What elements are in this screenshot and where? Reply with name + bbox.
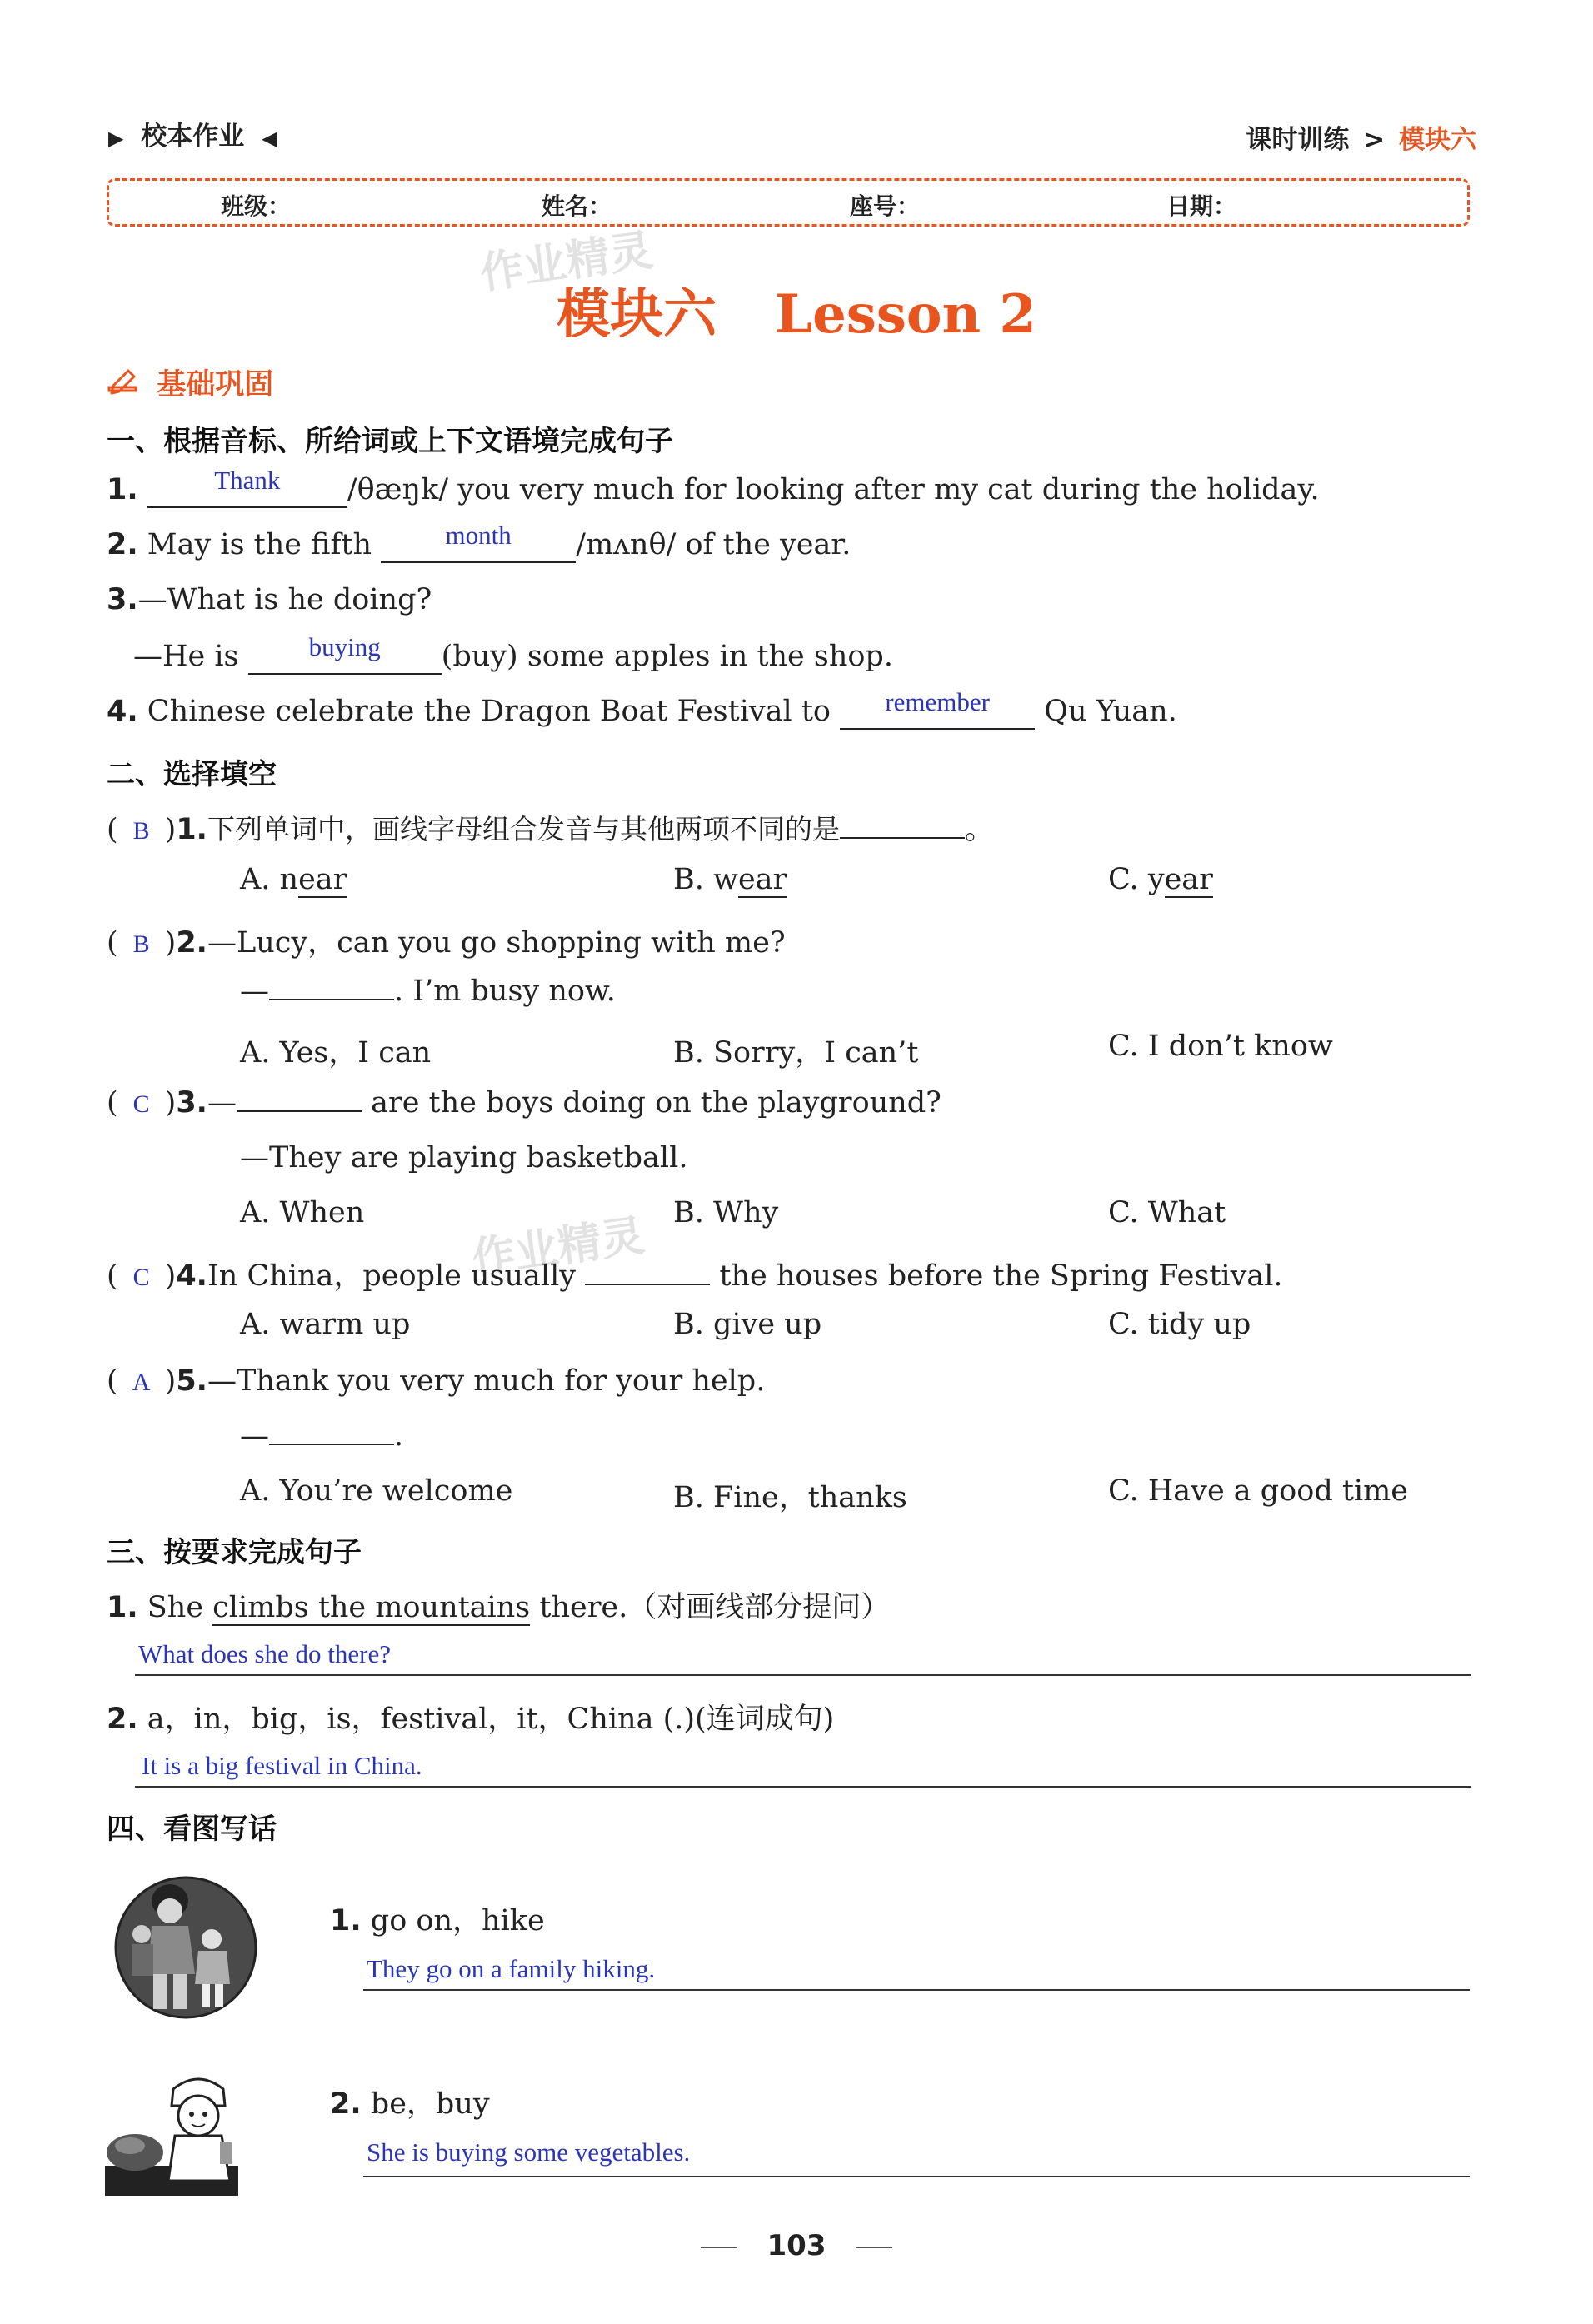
option-c: C. year	[1108, 863, 1213, 896]
answer-blank	[585, 1284, 710, 1285]
header-left-label: 校本作业	[141, 122, 245, 152]
part1-q3-line2	[133, 632, 893, 675]
question-number: 2.	[330, 2087, 362, 2121]
title-cn: 模块六	[557, 284, 717, 346]
underlined-phrase: climbs the mountains	[212, 1591, 531, 1624]
question-prompt: go on，hike	[370, 1904, 545, 1937]
footer-divider	[701, 2247, 737, 2248]
girl-shopping-picture	[105, 2072, 255, 2197]
title-en: Lesson 2	[775, 283, 1036, 346]
answer-text: Thank	[214, 466, 281, 495]
option-b: B. Sorry，I can’t	[673, 1036, 919, 1070]
question-text: —What is he doing?	[137, 583, 432, 616]
family-hiking-picture	[112, 1868, 260, 2019]
option-c: C. What	[1108, 1196, 1226, 1229]
question-number: 2.	[107, 528, 138, 561]
question-text: Chinese celebrate the Dragon Boat Festival to	[147, 695, 831, 728]
question-text: —He is	[133, 640, 239, 673]
option-c: C. Have a good time	[1108, 1474, 1409, 1508]
question-text: /θæŋk/ you very much for looking after my cat during the holiday.	[347, 473, 1320, 506]
part2-q3-line2: —They are playing basketball.	[240, 1141, 688, 1174]
option-c: C. I don’t know	[1108, 1030, 1333, 1063]
question-text: —Lucy，can you go shopping with me?	[207, 926, 786, 960]
answer-text: They go on a family hiking.	[367, 1954, 656, 1983]
option-b: B. wear	[673, 863, 787, 896]
question-number: 1.	[176, 813, 207, 846]
question-number: 1.	[107, 473, 138, 506]
question-number: 5.	[176, 1364, 207, 1398]
part4-q1	[330, 1898, 545, 1939]
option-a: A. You’re welcome	[240, 1474, 513, 1508]
option-c: C. tidy up	[1108, 1308, 1251, 1341]
choice-answer: B	[132, 930, 150, 958]
chevron-right-icon: >	[1363, 125, 1386, 155]
part2-heading: 二、选择填空	[107, 758, 277, 791]
page-title	[0, 272, 1593, 348]
choice-answer: B	[132, 817, 150, 845]
part2-q4: ( C )4.In China，people usually the houses before the Spring Festival.	[107, 1259, 1283, 1293]
part4-heading: 四、看图写话	[107, 1813, 277, 1846]
footer-divider	[856, 2247, 892, 2248]
header-right-label: 课时训练	[1246, 125, 1350, 155]
part3-heading: 三、按要求完成句子	[107, 1536, 362, 1569]
answer-blank	[269, 1444, 394, 1445]
triangle-right-icon: ▶	[108, 127, 124, 150]
answer-text: buying	[308, 632, 381, 661]
answer-blank	[840, 687, 1035, 730]
question-number: 4.	[176, 1259, 207, 1293]
triangle-left-icon: ◀	[262, 127, 277, 150]
choice-answer: A	[132, 1369, 151, 1396]
watermark: 作业精灵	[477, 225, 656, 300]
question-text: a，in，big，is，festival，it，China (.)(连词成句)	[147, 1703, 835, 1736]
question-end: 。	[964, 813, 994, 846]
question-text: May is the fifth	[147, 528, 372, 561]
answer-blank	[840, 837, 965, 839]
part1-q4	[107, 687, 1177, 730]
question-text: —Thank you very much for your help.	[207, 1364, 766, 1398]
part2-q3: ( C )3.— are the boys doing on the playground?	[107, 1086, 941, 1120]
section-basic	[107, 362, 273, 403]
part1-q3	[107, 583, 432, 616]
header-right-module: 模块六	[1399, 125, 1476, 155]
choice-answer: C	[132, 1264, 150, 1291]
page-number-footer	[0, 2229, 1593, 2262]
answer-text: remember	[885, 687, 990, 716]
answer-line	[135, 1786, 1471, 1788]
question-number: 3.	[107, 583, 138, 616]
question-text: /mʌnθ/ of the year.	[576, 528, 851, 561]
answer-text: She is buying some vegetables.	[367, 2137, 691, 2167]
question-text: In China，people usually	[207, 1259, 577, 1293]
part3-q2	[107, 1696, 834, 1738]
answer-text: What does she do there?	[138, 1639, 391, 1668]
question-text: (buy) some apples in the shop.	[441, 640, 893, 673]
answer-blank	[269, 999, 394, 1000]
seat-label: 座号：	[850, 192, 921, 220]
question-number: 2.	[176, 926, 207, 960]
part2-q5-line2: — .	[240, 1419, 404, 1453]
part2-q5: ( A )5.—Thank you very much for your help.	[107, 1364, 766, 1398]
option-a: A. warm up	[240, 1308, 411, 1341]
answer-blank	[147, 466, 347, 508]
question-number: 3.	[176, 1086, 207, 1120]
header-right	[1246, 118, 1476, 156]
question-number: 1.	[107, 1591, 138, 1624]
part2-q2: ( B )2.—Lucy，can you go shopping with me?	[107, 926, 786, 960]
option-a: A. When	[240, 1196, 365, 1229]
pencil-icon	[107, 366, 140, 399]
name-label: 姓名：	[542, 192, 612, 220]
question-number: 4.	[107, 695, 138, 728]
student-info-bar	[107, 178, 1470, 227]
question-text: are the boys doing on the playground?	[371, 1086, 941, 1120]
question-text: 下列单词中，画线字母组合发音与其他两项不同的是	[207, 813, 840, 845]
answer-blank	[248, 632, 442, 675]
answer-text: It is a big festival in China.	[142, 1751, 422, 1780]
section-basic-label: 基础巩固	[157, 368, 274, 401]
option-b: B. Fine，thanks	[673, 1481, 907, 1514]
answer-line	[363, 1989, 1470, 1991]
part2-q1: ( B )1.下列单词中，画线字母组合发音与其他两项不同的是 。	[107, 813, 994, 846]
question-number: 1.	[330, 1904, 362, 1937]
part1-q1	[107, 466, 1320, 508]
part1-heading: 一、根据音标、所给词或上下文语境完成句子	[107, 425, 673, 458]
question-text: Qu Yuan.	[1044, 695, 1177, 728]
question-prompt: be，buy	[370, 2087, 490, 2121]
header-left	[108, 115, 277, 152]
answer-blank	[237, 1110, 362, 1112]
choice-answer: C	[132, 1090, 150, 1118]
option-b: B. give up	[673, 1308, 822, 1341]
part4-q2	[330, 2081, 490, 2122]
option-b: B. Why	[673, 1196, 779, 1229]
question-number: 2.	[107, 1703, 138, 1736]
option-a: A. near	[240, 863, 347, 896]
class-label: 班级：	[221, 192, 292, 220]
part1-q2	[107, 521, 851, 563]
watermark: 作业精灵	[468, 1210, 647, 1285]
part3-q1: 1. She climbs the mountains there.（对画线部分提问）	[107, 1591, 891, 1624]
part2-q2-line2: — . I’m busy now.	[240, 975, 616, 1008]
option-a: A. Yes，I can	[240, 1036, 432, 1070]
date-label: 日期：	[1166, 192, 1237, 220]
answer-text: month	[445, 521, 512, 550]
question-text: the houses before the Spring Festival.	[719, 1259, 1283, 1293]
answer-line	[363, 2176, 1470, 2177]
answer-line	[135, 1674, 1471, 1676]
answer-blank	[381, 521, 576, 563]
page-number: 103	[767, 2229, 826, 2262]
